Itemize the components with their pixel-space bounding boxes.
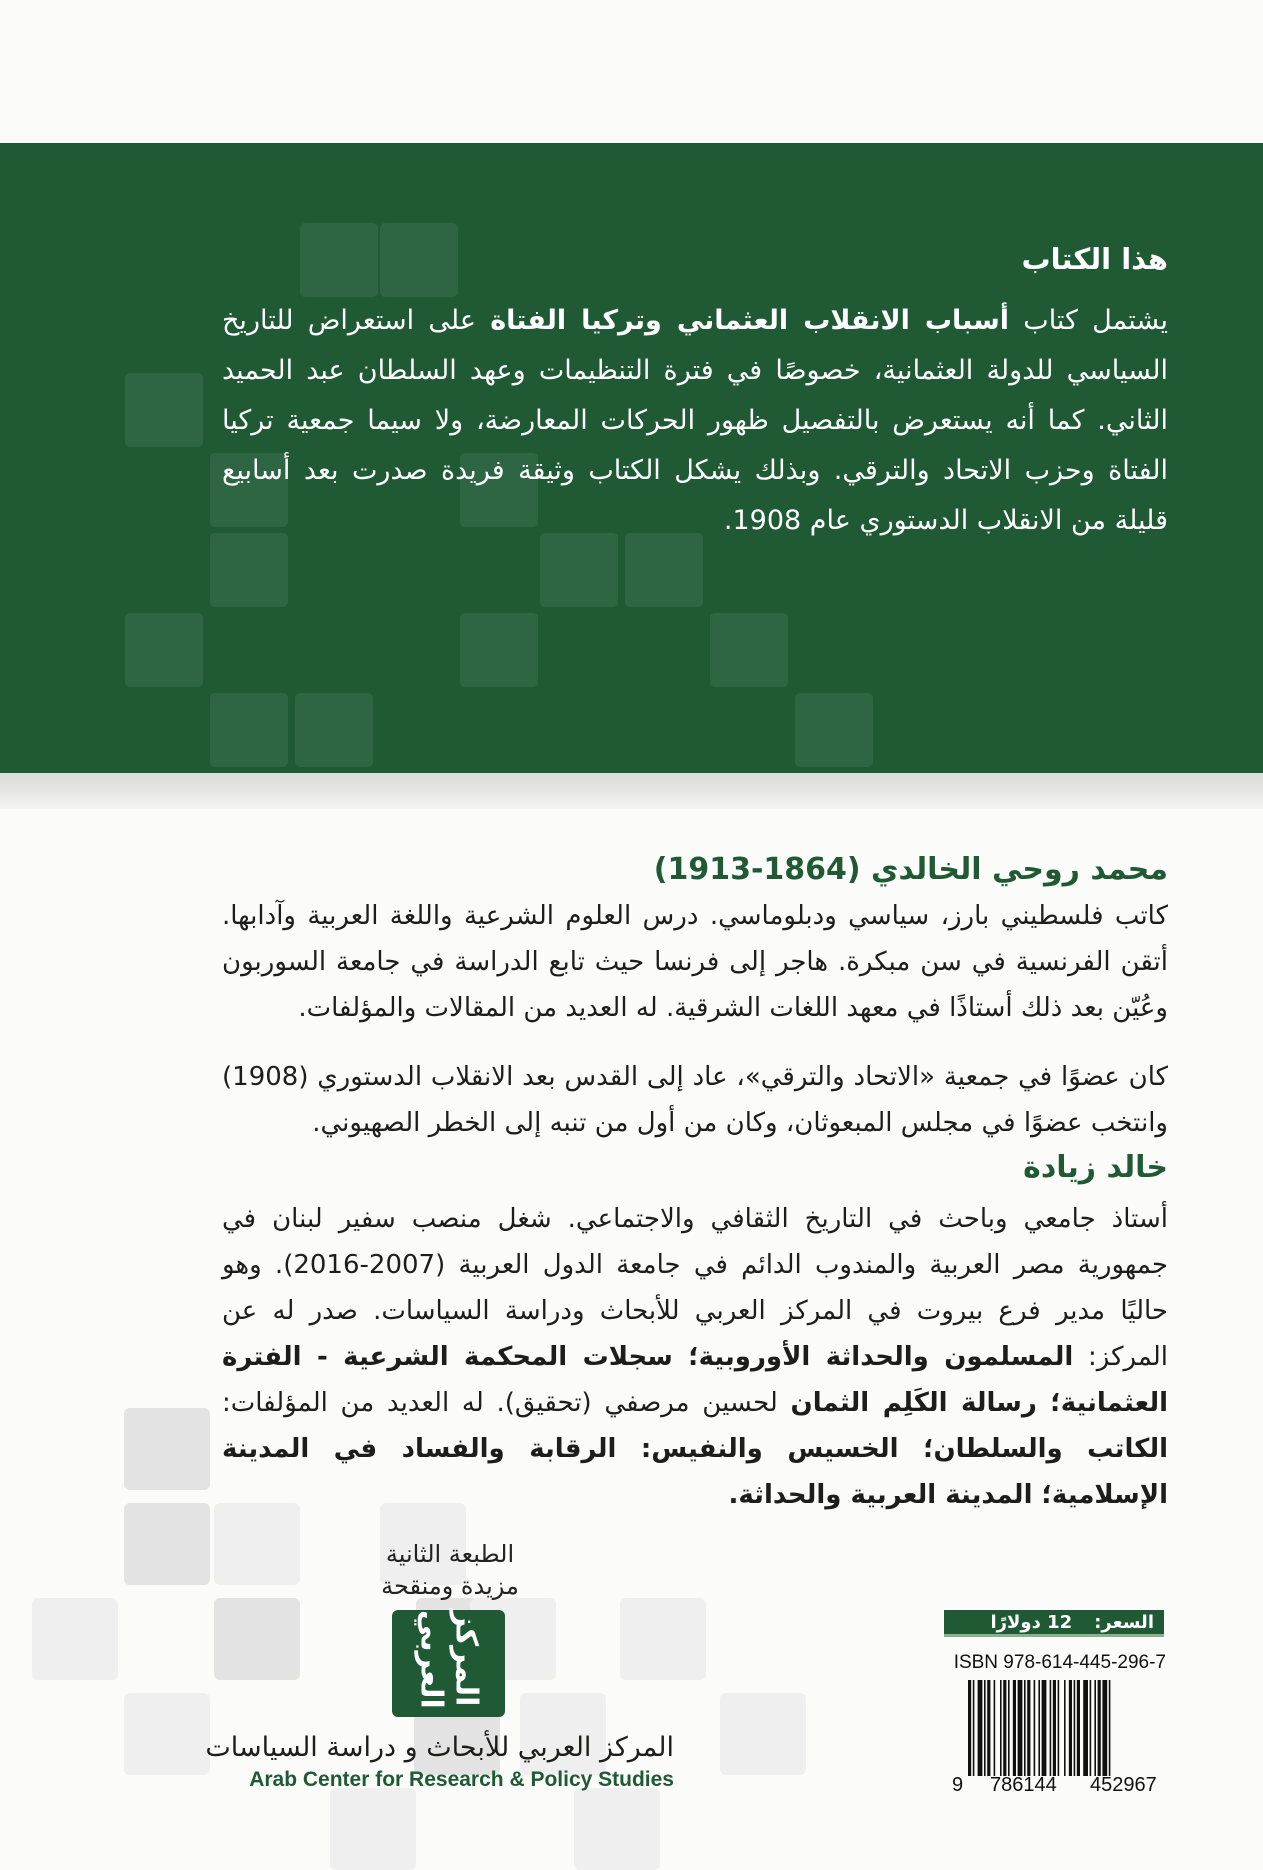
barcode-bar [994,1680,996,1776]
text-segment: لحسين مرصفي (تحقيق). له العديد من المؤلفات: [222,1388,791,1418]
barcode-bar [1018,1680,1023,1776]
price-box [944,1610,1164,1637]
barcode-bar [1074,1680,1076,1776]
barcode-bar [1083,1680,1088,1776]
text-segment: أستاذ جامعي وباحث في التاريخ الثقافي والاجتماعي. شغل منصب سفير لبنان في جمهورية مصر العربية والمندوب الدائم في جامعة الدول العربية (2007-2016). وهو حاليًا مدير فرع بيروت في المركز العربي للأبحاث ودراسة السياسات. صدر له عن المركز: [222,1204,1169,1372]
about-paragraph [222,296,1168,546]
works-titles: المسلمون والحداثة الأوروبية؛ سجلات المحكمة الشرعية - الفترة العثمانية؛ رسالة الكَلِم الثمان [222,1342,1168,1418]
text-segment: على استعراض للتاريخ السياسي للدولة العثمانية، خصوصًا في فترة التنظيمات وعهد السلطان عبد الحميد الثاني. كما أنه يستعرض بالتفصيل ظهور الحركات المعارضة، ولا سيما جمعية تركيا الفتاة وحزب الاتحاد والترقي. وبذلك يشكل الكتاب وثيقة فريدة صدرت بعد أسابيع قليلة من الانقلاب الدستوري عام 1908. [222,305,1168,536]
barcode-bar [1058,1680,1060,1776]
barcode-bar [1013,1680,1016,1776]
barcode-bar [1053,1680,1056,1776]
barcode-bar [1050,1680,1052,1776]
barcode-digit-first: 9 [952,1774,964,1796]
barcode-bar [1098,1680,1101,1776]
barcode-bar [1034,1680,1036,1776]
barcode-bar [1109,1680,1111,1776]
about-heading: هذا الكتاب [1021,242,1168,276]
barcode-bar [1102,1680,1107,1776]
barcode-bar [1090,1680,1092,1776]
edition-line-1: الطبعة الثانية [385,1540,515,1568]
edition-line-2: مزيدة ومنقحة [381,1572,519,1600]
publisher-name-ar: المركز العربي للأبحاث و دراسة السياسات [205,1732,674,1763]
price-label: السعر: [1094,1611,1154,1633]
publisher-logo [392,1610,505,1717]
author1-bio-2: كان عضوًا في جمعية «الاتحاد والترقي»، عاد إلى القدس بعد الانقلاب الدستوري (1908) وانتخب عضوًا في مجلس المبعوثان، وكان من أول من تنبه إلى الخطر الصهيوني. [222,1062,1168,1138]
barcode-bar [1003,1680,1006,1776]
price-value: 12 دولارًا [990,1611,1073,1633]
barcode-bar [987,1680,990,1776]
barcode-bar [1069,1680,1072,1776]
barcode-bar [1008,1680,1010,1776]
works-titles: الكاتب والسلطان؛ الخسيس والنفيس: الرقابة والفساد في المدينة الإسلامية؛ المدينة العربية والحداثة. [222,1434,1168,1510]
barcode-bar [1038,1680,1040,1776]
barcode-bar [1042,1680,1047,1776]
logo-text: المركز العربي [413,1610,484,1709]
divider-strip [0,773,1263,809]
barcode-bar [1064,1680,1066,1776]
author1-bio: كاتب فلسطيني بارز، سياسي ودبلوماسي. درس العلوم الشرعية واللغة العربية وآدابها. أتقن الفرنسية في سن مبكرة. هاجر إلى فرنسا حيث تابع الدراسة في جامعة السوربون وعُيّن بعد ذلك أستاذًا في معهد اللغات الشرقية. له العديد من المقالات والمؤلفات. [222,901,1168,1023]
barcode-bar [968,1680,971,1776]
barcode-bar [1027,1680,1030,1776]
barcode-bar [1000,1680,1002,1776]
publisher-name-en: Arab Center for Research & Policy Studies [249,1768,674,1791]
barcode-bar [978,1680,983,1776]
author1-name: محمد روحي الخالدي (1864-1913) [653,852,1168,887]
barcode-bar [1024,1680,1026,1776]
text-segment: يشتمل كتاب [1009,305,1168,336]
author2-name: خالد زيادة [1023,1150,1168,1185]
barcode-bar [984,1680,986,1776]
barcode [968,1680,1164,1776]
book-title: أسباب الانقلاب العثماني وتركيا الفتاة [490,305,1010,336]
barcode-digits-left: 786144 [990,1774,1057,1796]
barcode-digits-right: 452967 [1090,1774,1157,1796]
isbn-text: ISBN 978-614-445-296-7 [953,1652,1166,1673]
barcode-bar [973,1680,975,1776]
author2-bio [222,1196,1168,1518]
barcode-bar [1094,1680,1096,1776]
barcode-bar [1077,1680,1080,1776]
